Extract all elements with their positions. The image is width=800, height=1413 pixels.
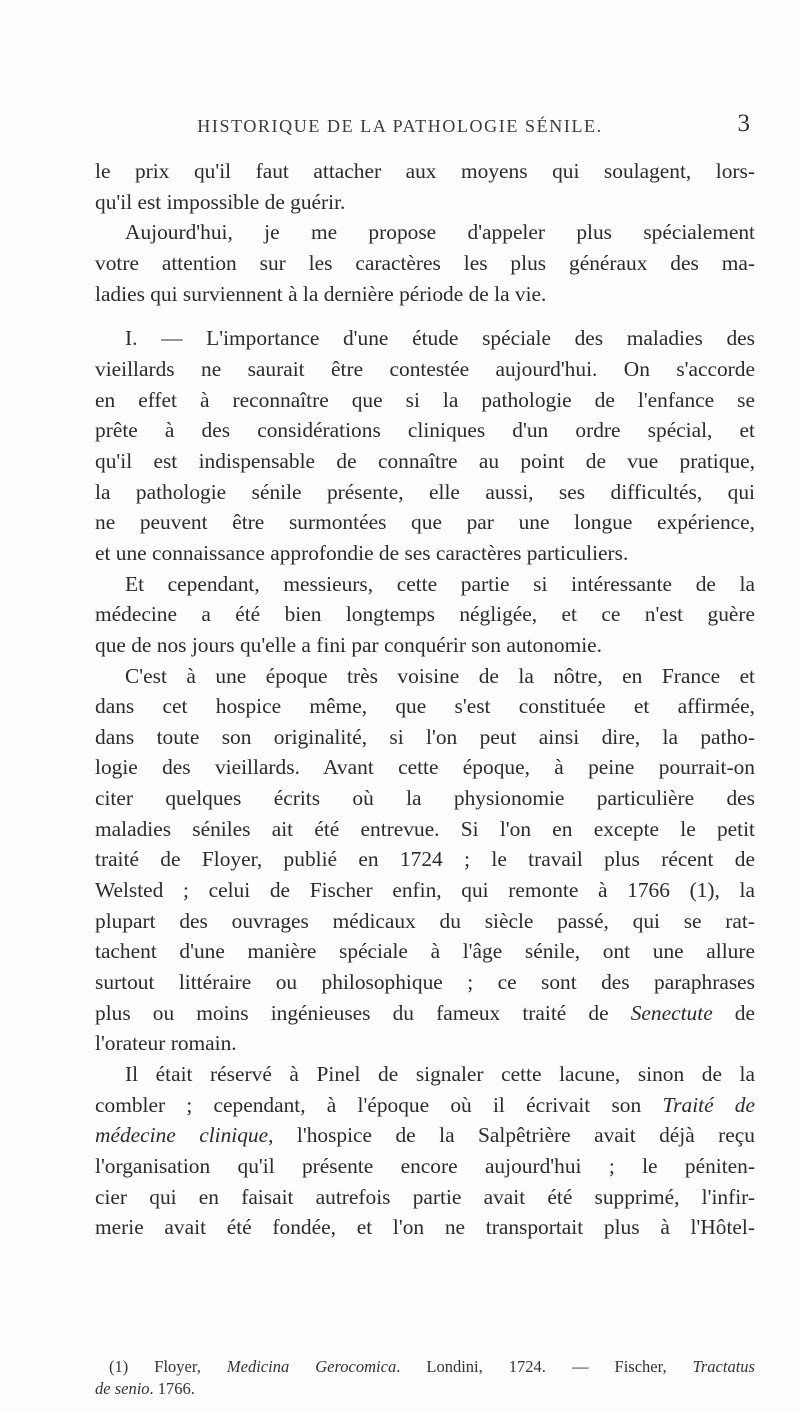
text-line: l'organisation qu'il présente encore aujourd'hui ; le péniten- bbox=[95, 1154, 755, 1178]
running-title: HISTORIQUE DE LA PATHOLOGIE SÉNILE. bbox=[197, 116, 603, 136]
text-line: Welsted ; celui de Fischer enfin, qui remonte à 1766 (1), la bbox=[95, 878, 755, 903]
text-line: et une connaissance approfondie de ses caractères particuliers. bbox=[95, 540, 629, 565]
text-line: combler ; cependant, à l'époque où il écrivait son Traité de bbox=[95, 1092, 756, 1117]
paragraph bbox=[95, 569, 755, 661]
paragraph bbox=[95, 661, 755, 1060]
text-line: médecine clinique, l'hospice de la Salpêtrière avait déjà reçu bbox=[95, 1123, 755, 1148]
text-line: surtout littéraire ou philosophique ; ce sont des paraphrases bbox=[95, 970, 755, 995]
body-text bbox=[95, 156, 755, 1243]
text-line: médecine a été bien longtemps négligée, et ce n'est guère bbox=[95, 602, 755, 627]
paragraph bbox=[95, 1059, 755, 1243]
text-line: la pathologie sénile présente, elle aussi, ses difficultés, qui bbox=[95, 479, 755, 504]
text-line: votre attention sur les caractères les plus généraux des ma- bbox=[95, 250, 755, 275]
text-line: ne peuvent être surmontées que par une longue expérience, bbox=[95, 510, 755, 535]
paragraph bbox=[95, 156, 755, 217]
footnote bbox=[95, 1356, 755, 1400]
running-head bbox=[100, 110, 750, 146]
text-line: C'est à une époque très voisine de la nôtre, en France et bbox=[125, 663, 755, 688]
footnote-line: (1) Floyer, Medicina Gerocomica. Londini, 1724. — Fischer, Tractatus bbox=[109, 1357, 755, 1376]
text-line: que de nos jours qu'elle a fini par conquérir son autonomie. bbox=[95, 632, 602, 657]
text-line: logie des vieillards. Avant cette époque, à peine pourrait-on bbox=[95, 755, 755, 780]
text-line: prête à des considérations cliniques d'un ordre spécial, et bbox=[95, 418, 755, 443]
text-line: en effet à reconnaître que si la pathologie de l'enfance se bbox=[95, 387, 755, 412]
text-line: Aujourd'hui, je me propose d'appeler plus spécialement bbox=[125, 220, 755, 245]
text-line: plus ou moins ingénieuses du fameux traité de Senectute de bbox=[95, 1000, 755, 1025]
text-line: dans toute son originalité, si l'on peut ainsi dire, la patho- bbox=[95, 724, 755, 749]
text-line: Et cependant, messieurs, cette partie si intéressante de la bbox=[125, 571, 755, 596]
text-line: Il était réservé à Pinel de signaler cette lacune, sinon de la bbox=[125, 1062, 755, 1087]
text-line: qu'il est indispensable de connaître au point de vue pratique, bbox=[95, 448, 755, 473]
text-line: plupart des ouvrages médicaux du siècle passé, qui se rat- bbox=[95, 908, 755, 933]
text-line: citer quelques écrits où la physionomie particulière des bbox=[95, 786, 755, 811]
text-line: maladies séniles ait été entrevue. Si l'on en excepte le petit bbox=[95, 816, 755, 841]
paragraph bbox=[95, 323, 755, 568]
text-line: vieillards ne saurait être contestée aujourd'hui. On s'accorde bbox=[95, 356, 755, 381]
text-line: l'orateur romain. bbox=[95, 1031, 237, 1056]
text-line: tachent d'une manière spéciale à l'âge sénile, ont une allure bbox=[95, 939, 755, 964]
text-line: dans cet hospice même, que s'est constituée et affirmée, bbox=[95, 694, 755, 719]
text-line: le prix qu'il faut attacher aux moyens qui soulagent, lors- bbox=[95, 159, 755, 183]
text-line: I. — L'importance d'une étude spéciale des maladies des bbox=[125, 326, 755, 351]
text-line: qu'il est impossible de guérir. bbox=[95, 189, 346, 214]
footnote-line: de senio. 1766. bbox=[95, 1379, 195, 1398]
page-number: 3 bbox=[737, 110, 750, 137]
text-line: merie avait été fondée, et l'on ne transportait plus à l'Hôtel- bbox=[95, 1215, 755, 1240]
text-line: traité de Floyer, publié en 1724 ; le travail plus récent de bbox=[95, 847, 755, 872]
paragraph bbox=[95, 217, 755, 309]
text-line: ladies qui surviennent à la dernière période de la vie. bbox=[95, 281, 547, 306]
text-line: cier qui en faisait autrefois partie avait été supprimé, l'infir- bbox=[95, 1184, 755, 1209]
